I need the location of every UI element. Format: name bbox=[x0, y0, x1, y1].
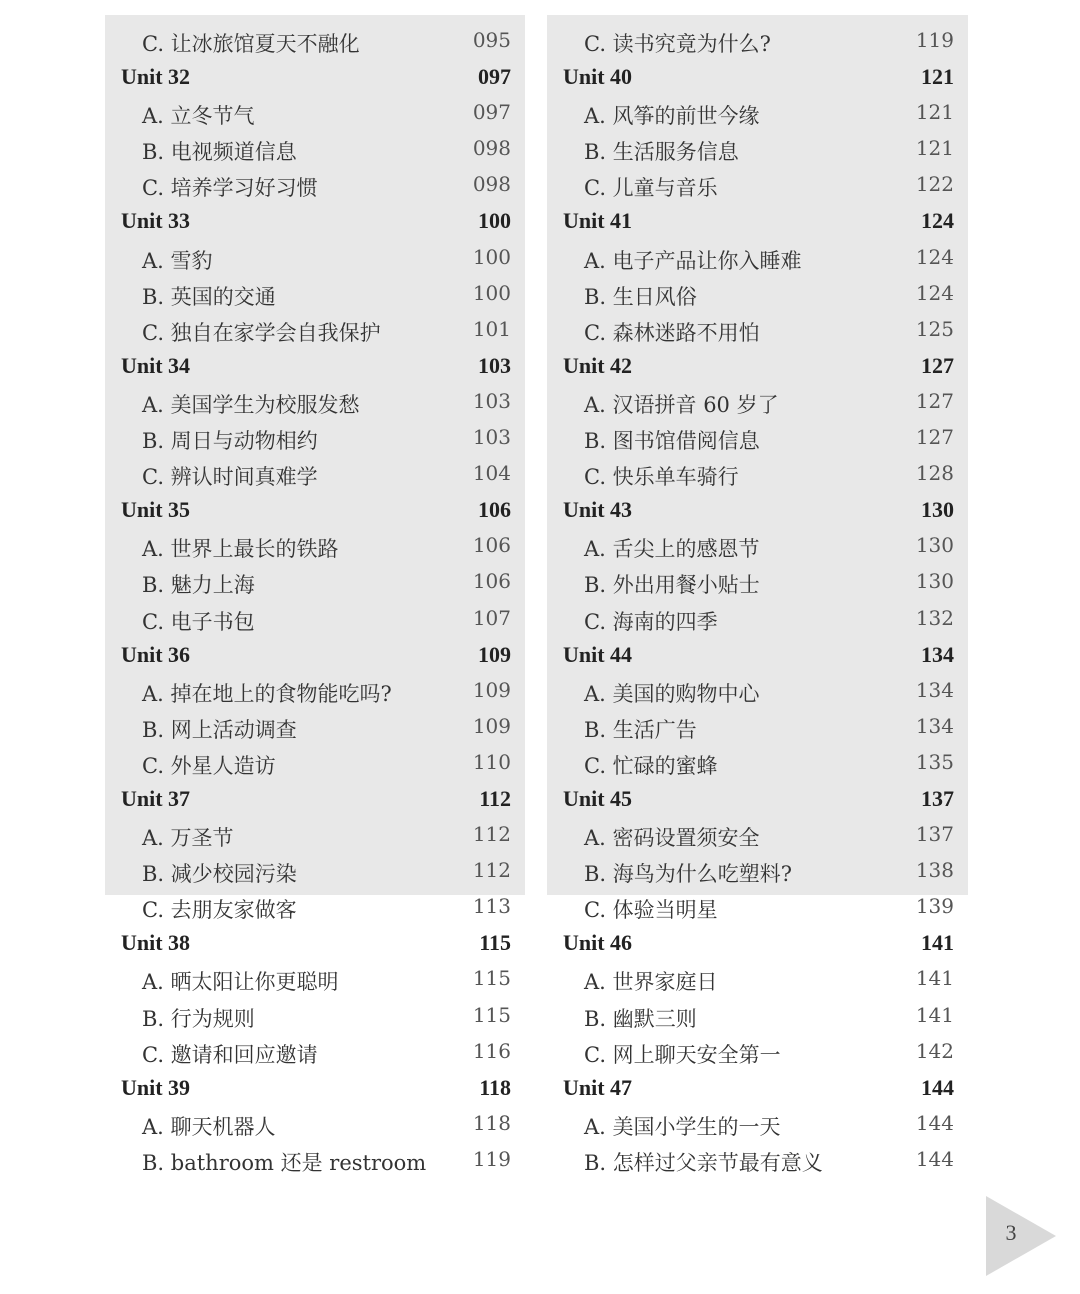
page-ref: 144 bbox=[921, 1074, 954, 1100]
page-ref: 097 bbox=[472, 100, 511, 125]
page-ref: 118 bbox=[479, 1074, 511, 1100]
page-ref: 130 bbox=[915, 533, 954, 558]
toc-unit-heading bbox=[547, 927, 968, 963]
toc-entry bbox=[105, 819, 525, 855]
page-ref: 142 bbox=[915, 1038, 954, 1063]
entry-title: A. 万圣节 bbox=[142, 826, 234, 851]
unit-title: Unit 34 bbox=[121, 352, 191, 378]
entry-title: B. 海鸟为什么吃塑料? bbox=[584, 862, 793, 887]
unit-title: Unit 33 bbox=[121, 208, 191, 234]
toc-entry bbox=[547, 675, 968, 711]
entry-title: A. 风筝的前世今缘 bbox=[584, 104, 760, 129]
toc-entry bbox=[105, 169, 525, 205]
unit-title: Unit 40 bbox=[563, 64, 633, 90]
page-ref: 100 bbox=[472, 244, 511, 269]
toc-entry bbox=[547, 530, 968, 566]
page-ref: 103 bbox=[472, 388, 511, 413]
page-ref: 115 bbox=[479, 930, 511, 956]
toc-entry bbox=[547, 603, 968, 639]
toc-unit-heading bbox=[105, 1072, 525, 1108]
page-ref: 127 bbox=[915, 388, 954, 413]
entry-title: C. 独自在家学会自我保护 bbox=[142, 320, 381, 345]
page-ref: 110 bbox=[472, 749, 511, 774]
page-ref: 107 bbox=[472, 605, 511, 630]
page-ref: 137 bbox=[921, 785, 954, 811]
toc-entry bbox=[547, 97, 968, 133]
toc-column-left bbox=[105, 25, 525, 1180]
page-ref: 103 bbox=[472, 425, 511, 450]
page-ref: 134 bbox=[921, 641, 954, 667]
entry-title: B. 周日与动物相约 bbox=[142, 429, 318, 454]
page-ref: 130 bbox=[921, 497, 954, 523]
toc-entry bbox=[547, 566, 968, 602]
page-ref: 112 bbox=[479, 785, 511, 811]
toc-entry bbox=[547, 278, 968, 314]
entry-title: C. 电子书包 bbox=[142, 609, 255, 634]
entry-title: C. 儿童与音乐 bbox=[584, 176, 718, 201]
page-ref: 098 bbox=[472, 136, 511, 161]
entry-title: B. bathroom 还是 restroom bbox=[142, 1150, 427, 1175]
page-ref: 116 bbox=[472, 1038, 511, 1063]
page-ref: 141 bbox=[915, 1002, 954, 1027]
entry-title: C. 邀请和回应邀请 bbox=[142, 1042, 318, 1067]
entry-title: C. 忙碌的蜜蜂 bbox=[584, 753, 718, 778]
entry-title: B. 网上活动调查 bbox=[142, 717, 297, 742]
toc-column-right bbox=[547, 25, 968, 1180]
page-ref: 144 bbox=[915, 1110, 954, 1135]
page-ref: 137 bbox=[915, 822, 954, 847]
page-ref: 141 bbox=[915, 966, 954, 991]
entry-title: A. 电子产品让你入睡难 bbox=[584, 248, 802, 273]
entry-title: B. 怎样过父亲节最有意义 bbox=[584, 1150, 823, 1175]
page-ref: 100 bbox=[472, 280, 511, 305]
unit-title: Unit 44 bbox=[563, 641, 633, 667]
entry-title: C. 让冰旅馆夏天不融化 bbox=[142, 32, 360, 56]
unit-title: Unit 37 bbox=[121, 785, 191, 811]
unit-title: Unit 35 bbox=[121, 497, 191, 523]
toc-entry bbox=[105, 747, 525, 783]
page-ref: 106 bbox=[472, 569, 511, 594]
entry-title: A. 聊天机器人 bbox=[142, 1114, 276, 1139]
entry-title: A. 美国学生为校服发愁 bbox=[142, 392, 360, 417]
toc-entry bbox=[547, 133, 968, 169]
page-ref: 112 bbox=[472, 858, 511, 883]
unit-title: Unit 36 bbox=[121, 641, 191, 667]
page-ref: 109 bbox=[472, 677, 511, 702]
toc-unit-heading bbox=[547, 205, 968, 241]
page-ref: 119 bbox=[472, 1146, 511, 1171]
toc-entry bbox=[547, 25, 968, 61]
unit-title: Unit 43 bbox=[563, 497, 633, 523]
toc-entry bbox=[105, 1144, 525, 1180]
toc-entry bbox=[105, 855, 525, 891]
entry-title: A. 汉语拼音 60 岁了 bbox=[584, 392, 779, 417]
entry-title: A. 舌尖上的感恩节 bbox=[584, 537, 760, 562]
toc-entry bbox=[547, 747, 968, 783]
page-ref: 134 bbox=[915, 713, 954, 738]
toc-entry bbox=[105, 891, 525, 927]
page-ref: 121 bbox=[921, 64, 954, 90]
page-ref: 127 bbox=[921, 352, 954, 378]
entry-title: C. 读书究竟为什么? bbox=[584, 32, 771, 56]
page-ref: 127 bbox=[915, 425, 954, 450]
page-ref: 098 bbox=[472, 172, 511, 197]
toc-entry bbox=[547, 314, 968, 350]
toc-entry bbox=[547, 855, 968, 891]
entry-title: C. 体验当明星 bbox=[584, 898, 718, 923]
page-ref: 132 bbox=[915, 605, 954, 630]
entry-title: B. 魅力上海 bbox=[142, 573, 255, 598]
toc-entry bbox=[547, 819, 968, 855]
toc-entry bbox=[105, 675, 525, 711]
page-ref: 118 bbox=[472, 1110, 511, 1135]
toc-entry bbox=[547, 891, 968, 927]
toc-entry bbox=[547, 169, 968, 205]
page-ref: 128 bbox=[915, 461, 954, 486]
page-ref: 135 bbox=[915, 749, 954, 774]
toc-unit-heading bbox=[547, 783, 968, 819]
page-ref: 109 bbox=[478, 641, 511, 667]
toc-entry bbox=[105, 314, 525, 350]
entry-title: B. 减少校园污染 bbox=[142, 862, 297, 887]
page-ref: 124 bbox=[921, 208, 954, 234]
entry-title: C. 森林迷路不用怕 bbox=[584, 320, 760, 345]
entry-title: A. 世界家庭日 bbox=[584, 970, 718, 995]
entry-title: B. 行为规则 bbox=[142, 1006, 255, 1031]
page-ref: 104 bbox=[472, 461, 511, 486]
page-ref: 100 bbox=[478, 208, 511, 234]
page-ref: 097 bbox=[478, 64, 511, 90]
toc-entry bbox=[105, 278, 525, 314]
page-ref: 138 bbox=[915, 858, 954, 883]
entry-title: C. 去朋友家做客 bbox=[142, 898, 297, 923]
toc-entry bbox=[105, 458, 525, 494]
toc-entry bbox=[105, 133, 525, 169]
toc-unit-heading bbox=[105, 639, 525, 675]
entry-title: B. 英国的交通 bbox=[142, 284, 276, 309]
page-ref: 112 bbox=[472, 822, 511, 847]
toc-entry bbox=[547, 422, 968, 458]
entry-title: A. 晒太阳让你更聪明 bbox=[142, 970, 339, 995]
entry-title: A. 密码设置须安全 bbox=[584, 826, 760, 851]
page-ref: 113 bbox=[472, 894, 511, 919]
toc-entry bbox=[547, 963, 968, 999]
unit-title: Unit 32 bbox=[121, 64, 191, 90]
toc-entry bbox=[105, 1036, 525, 1072]
entry-title: A. 美国小学生的一天 bbox=[584, 1114, 781, 1139]
entry-title: A. 掉在地上的食物能吃吗? bbox=[142, 681, 392, 706]
entry-title: B. 生活服务信息 bbox=[584, 140, 739, 165]
unit-title: Unit 47 bbox=[563, 1074, 633, 1100]
toc-unit-heading bbox=[547, 350, 968, 386]
page-ref: 124 bbox=[915, 244, 954, 269]
page-ref: 121 bbox=[915, 136, 954, 161]
page-ref: 115 bbox=[472, 1002, 511, 1027]
unit-title: Unit 45 bbox=[563, 785, 633, 811]
toc-unit-heading bbox=[105, 350, 525, 386]
toc-unit-heading bbox=[105, 205, 525, 241]
toc-entry bbox=[105, 1108, 525, 1144]
page-ref: 109 bbox=[472, 713, 511, 738]
entry-title: C. 快乐单车骑行 bbox=[584, 465, 739, 490]
page-ref: 115 bbox=[472, 966, 511, 991]
entry-title: C. 海南的四季 bbox=[584, 609, 718, 634]
toc-unit-heading bbox=[105, 494, 525, 530]
toc-entry bbox=[105, 963, 525, 999]
toc-entry bbox=[105, 1000, 525, 1036]
entry-title: A. 雪豹 bbox=[142, 248, 213, 273]
toc-entry bbox=[547, 242, 968, 278]
toc-unit-heading bbox=[105, 61, 525, 97]
page-ref: 121 bbox=[915, 100, 954, 125]
unit-title: Unit 39 bbox=[121, 1074, 191, 1100]
page-ref: 119 bbox=[915, 28, 954, 52]
toc-entry bbox=[105, 711, 525, 747]
toc-entry bbox=[105, 386, 525, 422]
toc-entry bbox=[105, 242, 525, 278]
page-ref: 144 bbox=[915, 1146, 954, 1171]
toc-entry bbox=[105, 530, 525, 566]
entry-title: B. 电视频道信息 bbox=[142, 140, 297, 165]
entry-title: B. 幽默三则 bbox=[584, 1006, 697, 1031]
toc-unit-heading bbox=[547, 61, 968, 97]
page-ref: 130 bbox=[915, 569, 954, 594]
entry-title: C. 培养学习好习惯 bbox=[142, 176, 318, 201]
entry-title: C. 辨认时间真难学 bbox=[142, 465, 318, 490]
unit-title: Unit 38 bbox=[121, 930, 191, 956]
toc-entry bbox=[105, 603, 525, 639]
page-number: 3 bbox=[1005, 1220, 1017, 1245]
entry-title: A. 立冬节气 bbox=[142, 104, 255, 129]
unit-title: Unit 41 bbox=[563, 208, 633, 234]
page-ref: 122 bbox=[915, 172, 954, 197]
toc-entry bbox=[105, 25, 525, 61]
toc-entry bbox=[547, 1000, 968, 1036]
page-ref: 139 bbox=[915, 894, 954, 919]
page-ref: 101 bbox=[472, 316, 511, 341]
toc-unit-heading bbox=[547, 639, 968, 675]
page-ref: 106 bbox=[478, 497, 511, 523]
entry-title: C. 网上聊天安全第一 bbox=[584, 1042, 781, 1067]
page-ref: 106 bbox=[472, 533, 511, 558]
entry-title: A. 美国的购物中心 bbox=[584, 681, 760, 706]
page-ref: 124 bbox=[915, 280, 954, 305]
entry-title: B. 外出用餐小贴士 bbox=[584, 573, 760, 598]
toc-unit-heading bbox=[105, 927, 525, 963]
toc-entry bbox=[547, 1144, 968, 1180]
page-ref: 134 bbox=[915, 677, 954, 702]
toc-unit-heading bbox=[547, 1072, 968, 1108]
page-ref: 103 bbox=[478, 352, 511, 378]
unit-title: Unit 46 bbox=[563, 930, 633, 956]
toc-entry bbox=[105, 422, 525, 458]
page-ref: 141 bbox=[921, 930, 954, 956]
toc-entry bbox=[547, 386, 968, 422]
toc-unit-heading bbox=[547, 494, 968, 530]
toc-entry bbox=[547, 1108, 968, 1144]
entry-title: A. 世界上最长的铁路 bbox=[142, 537, 339, 562]
toc-entry bbox=[547, 458, 968, 494]
entry-title: C. 外星人造访 bbox=[142, 753, 276, 778]
entry-title: B. 生日风俗 bbox=[584, 284, 697, 309]
toc-entry bbox=[105, 566, 525, 602]
unit-title: Unit 42 bbox=[563, 352, 633, 378]
toc-entry bbox=[105, 97, 525, 133]
page-ref: 095 bbox=[472, 28, 511, 52]
toc-entry bbox=[547, 711, 968, 747]
toc-entry bbox=[547, 1036, 968, 1072]
page-ref: 125 bbox=[915, 316, 954, 341]
entry-title: B. 图书馆借阅信息 bbox=[584, 429, 760, 454]
entry-title: B. 生活广告 bbox=[584, 717, 697, 742]
toc-unit-heading bbox=[105, 783, 525, 819]
